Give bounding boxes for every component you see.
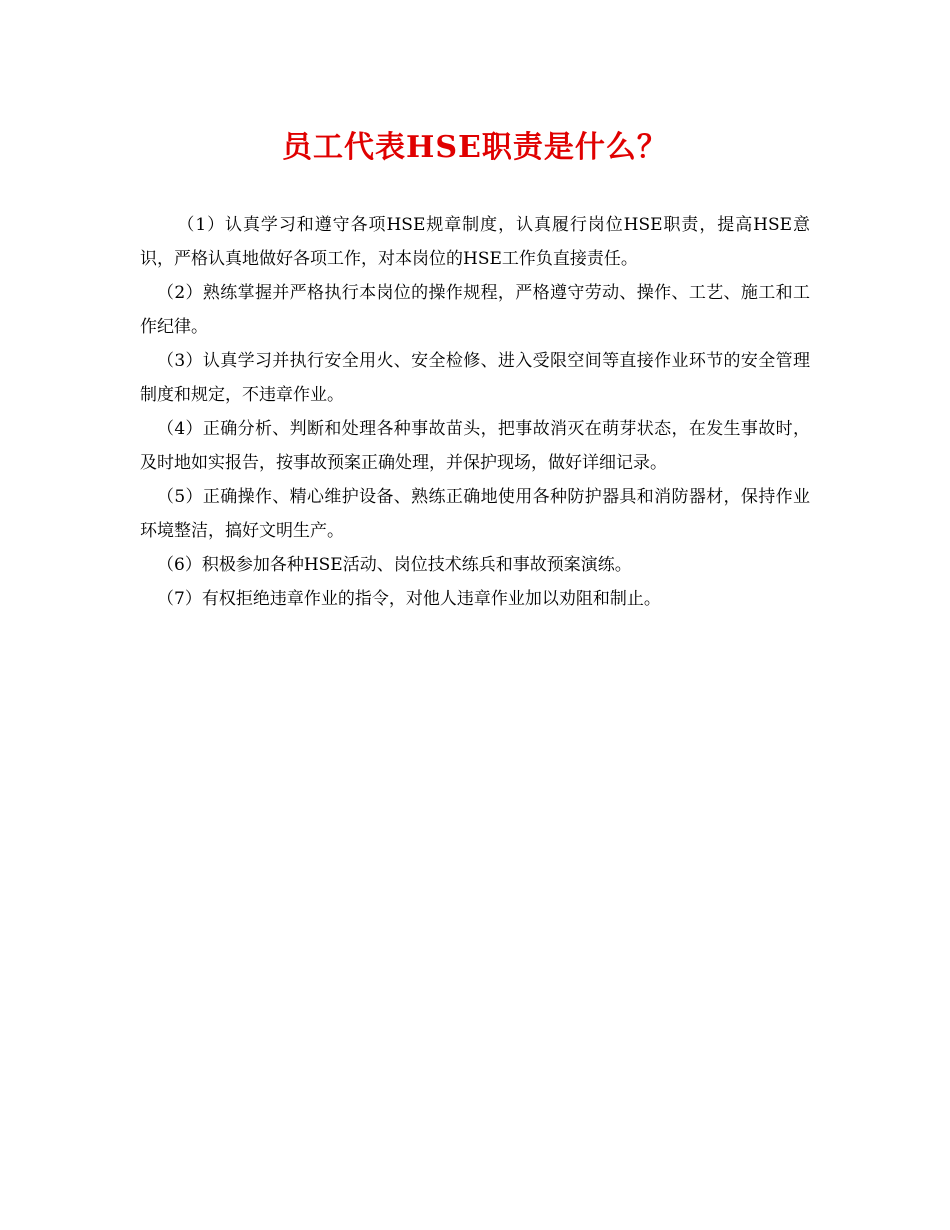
paragraph-3: （3）认真学习并执行安全用火、安全检修、进入受限空间等直接作业环节的安全管理制度和规定，不违章作业。 — [140, 351, 810, 405]
paragraph-7: （7）有权拒绝违章作业的指令，对他人违章作业加以劝阻和制止。 — [157, 589, 661, 609]
document-body — [140, 208, 810, 616]
paragraph-6: （6）积极参加各种HSE活动、岗位技术练兵和事故预案演练。 — [157, 555, 632, 575]
paragraph-4: （4）正确分析、判断和处理各种事故苗头，把事故消灭在萌芽状态，在发生事故时，及时地如实报告，按事故预案正确处理，并保护现场，做好详细记录。 — [140, 419, 810, 473]
document-title: 员工代表HSE职责是什么？ — [282, 130, 668, 165]
paragraph-5: （5）正确操作、精心维护设备、熟练正确地使用各种防护器具和消防器材，保持作业环境整洁，搞好文明生产。 — [140, 487, 810, 541]
paragraph-2: （2）熟练掌握并严格执行本岗位的操作规程，严格遵守劳动、操作、工艺、施工和工作纪律。 — [140, 283, 810, 337]
paragraph-1: （1）认真学习和遵守各项HSE规章制度，认真履行岗位HSE职责，提高HSE意识，严格认真地做好各项工作，对本岗位的HSE工作负直接责任。 — [140, 215, 810, 269]
